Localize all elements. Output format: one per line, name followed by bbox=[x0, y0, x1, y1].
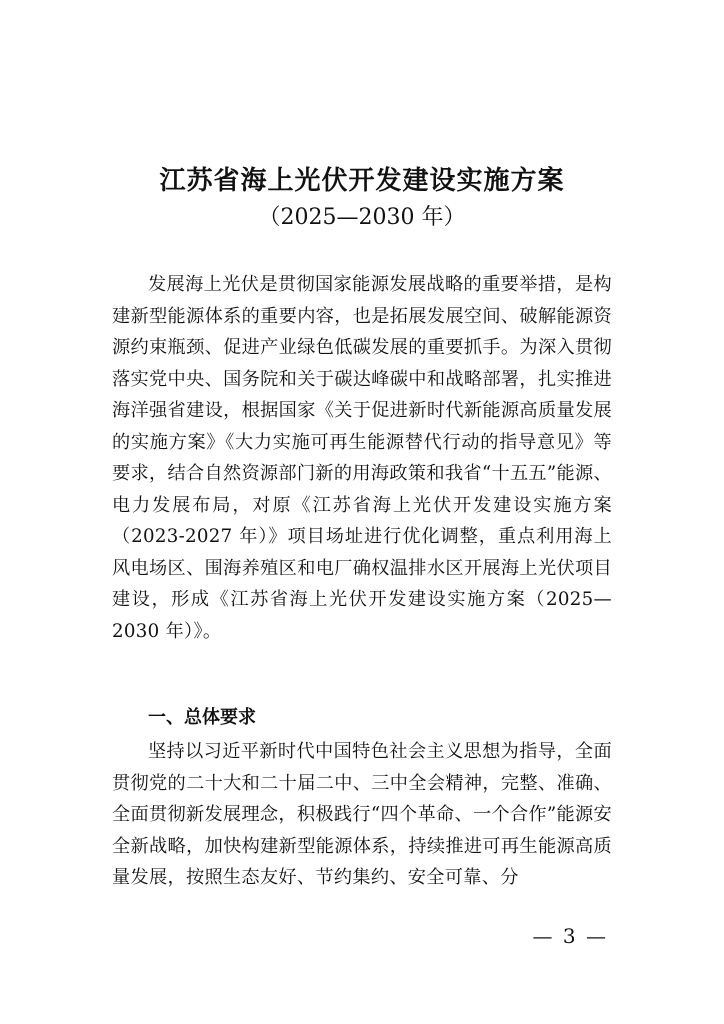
section-heading-general-requirements: 一、总体要求 bbox=[148, 707, 256, 728]
paragraph-general-requirements: 坚持以习近平新时代中国特色社会主义思想为指导，全面贯彻党的二十大和二十届二中、三中全会精神，完整、准确、全面贯彻新发展理念，积极践行“四个革命、一个合作”能源安全新战略，加快构建新型能源体系，持续推进可再生能源高质量发展，按照生态友好、节约集约、安全可靠、分 bbox=[112, 741, 612, 888]
page-number: — 3 — bbox=[532, 924, 608, 948]
document-subtitle: （2025—2030 年） bbox=[258, 205, 466, 230]
document-title: 江苏省海上光伏开发建设实施方案 bbox=[159, 166, 565, 196]
paragraph-intro: 发展海上光伏是贯彻国家能源发展战略的重要举措，是构建新型能源体系的重要内容，也是拓展发展空间、破解能源资源约束瓶颈、促进产业绿色低碳发展的重要抓手。为深入贯彻落实党中央、国务院和关于碳达峰碳中和战略部署，扎实推进海洋强省建设，根据国家《关于促进新时代新能源高质量发展的实施方案》《大力实施可再生能源替代行动的指导意见》等要求，结合自然资源部门新的用海政策和我省“十五五”能源、电力发展布局，对原《江苏省海上光伏开发建设实施方案（2023-2027 年）》项目场址进行优化调整，重点利用海上风电场区、围海养殖区和电厂确权温排水区开展海上光伏项目建设，形成《江苏省海上光伏开发建设实施方案（2025—2030 年）》。 bbox=[112, 274, 612, 642]
